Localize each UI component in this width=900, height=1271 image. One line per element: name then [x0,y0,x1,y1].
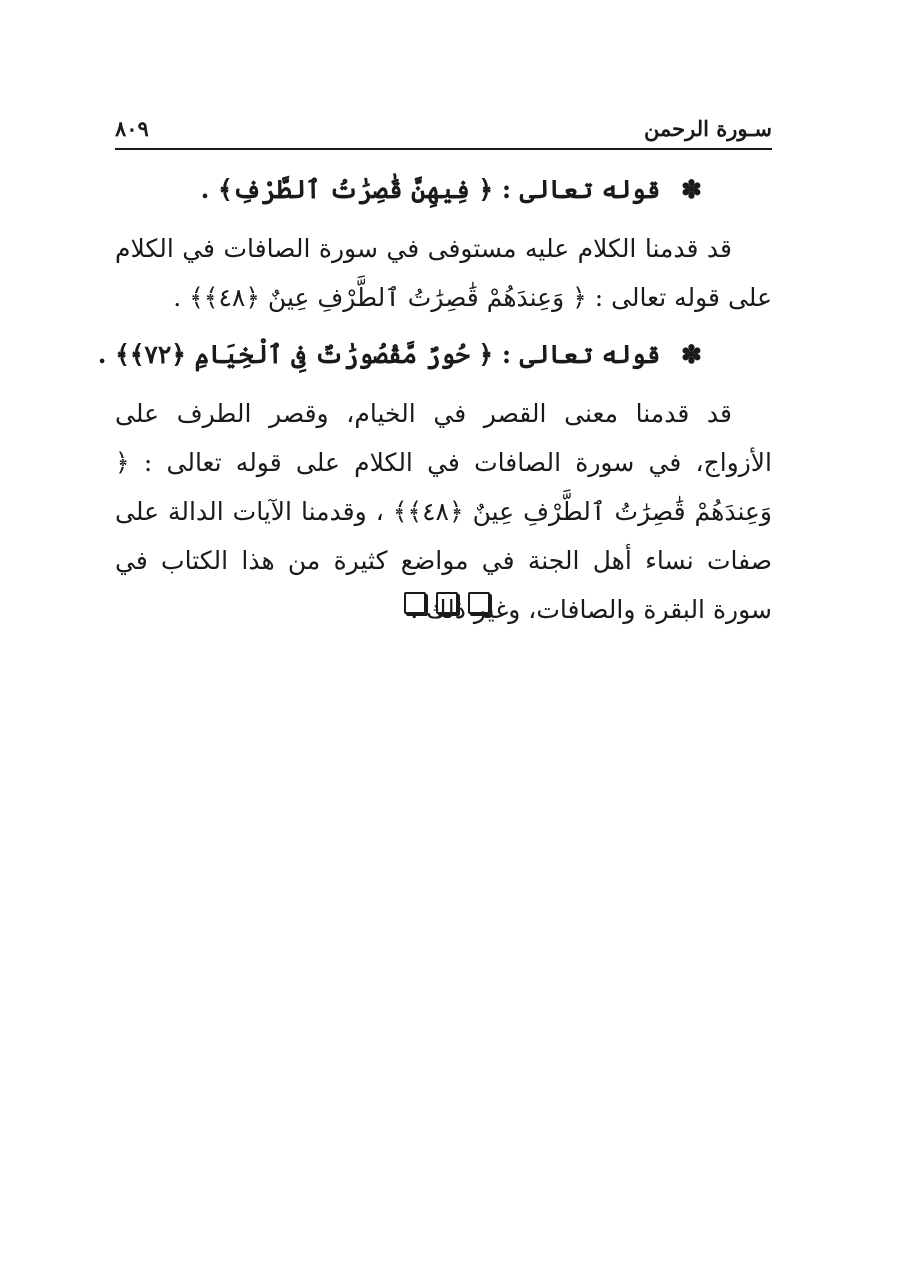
header-rule [115,148,772,150]
verse-heading-2 [97,330,772,379]
section-end-ornament [404,592,500,616]
quran-verse: ﴿ حُورٌ مَّقْصُورَٰتٌ فِى ٱلْخِيَامِ ﴿٧٢﴾﴾ . [97,340,494,369]
verse-heading-1 [115,165,772,214]
star-bullet-icon: ✽ [681,175,702,204]
heading-lead: قوله تعالى : [501,175,661,204]
quran-verse: ﴿ فِيهِنَّ قَٰصِرَٰتُ ٱلطَّرْفِ﴾ . [200,175,494,204]
square-box-icon [404,592,426,614]
commentary-paragraph-1 [115,224,772,322]
heading-lead: قوله تعالى : [501,340,661,369]
star-bullet-icon: ✽ [681,340,702,369]
square-box-icon [468,592,490,614]
paragraph-text: قد قدمنا معنى القصر في الخيام، وقصر الطرف على الأزواج، في سورة الصافات في الكلام على قوله تعالى : ﴿ وَعِندَهُمْ قَٰصِرَٰتُ ٱلطَّرْفِ عِينٌ ﴿٤٨﴾﴾ ، وقدمنا الآيات الدالة على صفات نساء أهل الجنة في مواضع كثيرة من هذا الكتاب في سورة البقرة والصافات، وغير ذلك . [115,399,773,624]
square-box-icon [436,592,458,614]
page-number: ٨٠٩ [115,116,149,141]
paragraph-text: قد قدمنا الكلام عليه مستوفى في سورة الصافات في الكلام على قوله تعالى : ﴿ وَعِندَهُمْ قَٰصِرَٰتُ ٱلطَّرْفِ عِينٌ ﴿٤٨﴾﴾ . [115,234,772,312]
page-content [97,165,773,642]
page-header [115,112,772,150]
surah-title: سـورة الرحمن [644,116,772,141]
